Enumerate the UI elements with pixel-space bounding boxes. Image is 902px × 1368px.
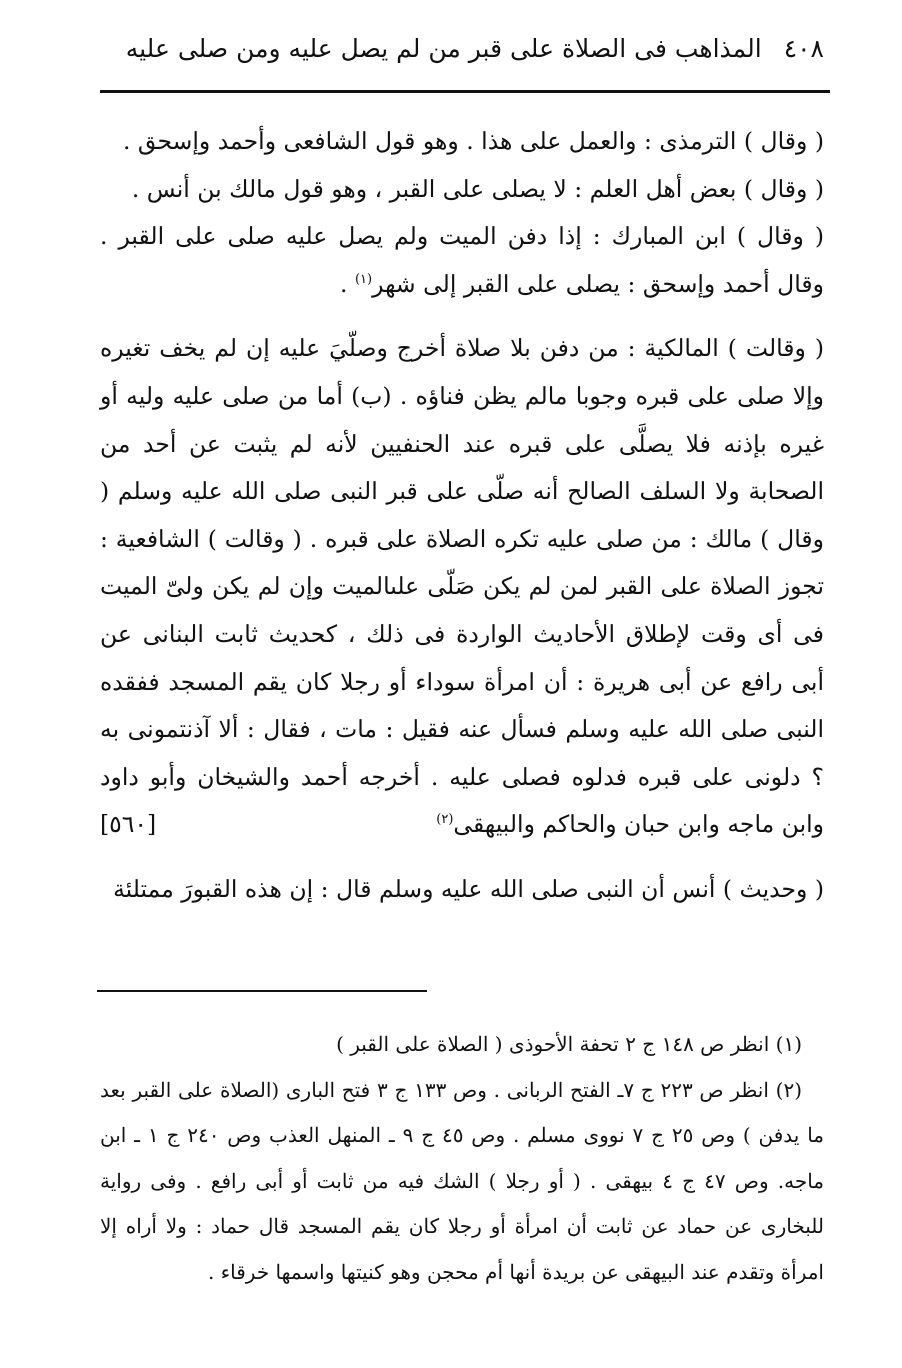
paragraph-2: ( وقال ) بعض أهل العلم : لا يصلى على القبر ، وهو قول مالك بن أنس . [131,174,824,203]
footnote-1: (١) انظر ص ١٤٨ ج ٢ تحفة الأحوذى ( الصلاة على القبر ) [336,1032,802,1056]
footnote-marker-1: (١) [354,271,373,287]
main-text [100,118,824,914]
footnote-2: (٢) انظر ص ٢٢٣ ج ٧ـ الفتح الربانى . وص ١٣٣ ج ٣ فتح البارى (الصلاة على القبر بعد ما يدفن ) وص ٢٥ ج ٧ نووى مسلم . وص ٤٥ ج ٩ ـ المنهل العذب وص ٢٤٠ ج ١ ـ ابن ماجه. وص ٤٧ ج ٤ بيهقى . ( أو رجلا ) الشك فيه من ثابت أو أبى رافع . وفى رواية للبخارى عن حماد عن ثابت أن امرأة أو رجلا كان يقم المسجد قال حماد : ولا أراه إلا امرأة وتقدم عند البيهقى عن بريدة أنها أم محجن وهو كنيتها واسمها خرقاء . [100,1077,825,1284]
paragraph-3-end: . [340,269,355,298]
running-title: المذاهب فى الصلاة على قبر من لم يصل عليه ومن صلى عليه [125,33,762,63]
header-rule [100,90,830,93]
paragraph-3 [100,213,824,308]
hadith-reference-number: [٥٦٠] [100,810,157,839]
paragraph-3-text: ( وقال ) ابن المبارك : إذا دفن الميت ولم يصل عليه صلى على القبر . وقال أحمد وإسحق : يصلى على القبر إلى شهر [100,222,824,298]
page-header [100,28,824,68]
paragraph-1: ( وقال ) الترمذى : والعمل على هذا . وهو قول الشافعى وأحمد وإسحق . [122,127,824,155]
paragraph-4 [100,325,824,849]
page-number: ٤٠٨ [783,33,824,63]
paragraph-4-body: ( وقالت ) المالكية : من دفن بلا صلاة أخرج وصلّيَ عليه إن لم يخف تغيره وإلا صلى على قبره وجوبا مالم يظن فناؤه . (ب) أما من صلى عليه وليه أو غيره بإذنه فلا يصلَّى على قبره عند الحنفيين لأنه لم يثبت عن أحد من الصحابة ولا السلف الصالح أنه صلّى على قبر النبى صلى الله عليه وسلم ( وقال ) مالك : من صلى عليه تكره الصلاة على قبره . ( وقالت ) الشافعية : تجوز الصلاة على القبر لمن لم يكن صَلّى علىالميت وإن لم يكن ولىّ الميت فى أى وقت لإطلاق الأحاديث الواردة فى ذلك ، كحديث ثابت البنانى عن أبى رافع عن أبى هريرة : أن امرأة سوداء أو رجلا كان يقم المسجد ففقده النبى صلى الله عليه وسلم فسأل عنه فقيل : مات ، فقال : ألا آذنتمونى به ؟ دلونى على قبره فدلوه فصلى عليه . أخرجه أحمد والشيخان وأبو داود وابن ماجه وابن حبان والحاكم والبيهقى [100,334,824,839]
footnote-rule [97,990,427,992]
paragraph-gap [100,849,824,866]
footnotes [100,1022,824,1296]
footnote-marker-2: (٢) [436,812,454,828]
paragraph-gap [100,308,824,325]
paragraph-5: ( وحديث ) أنس أن النبى صلى الله عليه وسلم قال : إن هذه القبورَ ممتلئة [113,874,824,903]
